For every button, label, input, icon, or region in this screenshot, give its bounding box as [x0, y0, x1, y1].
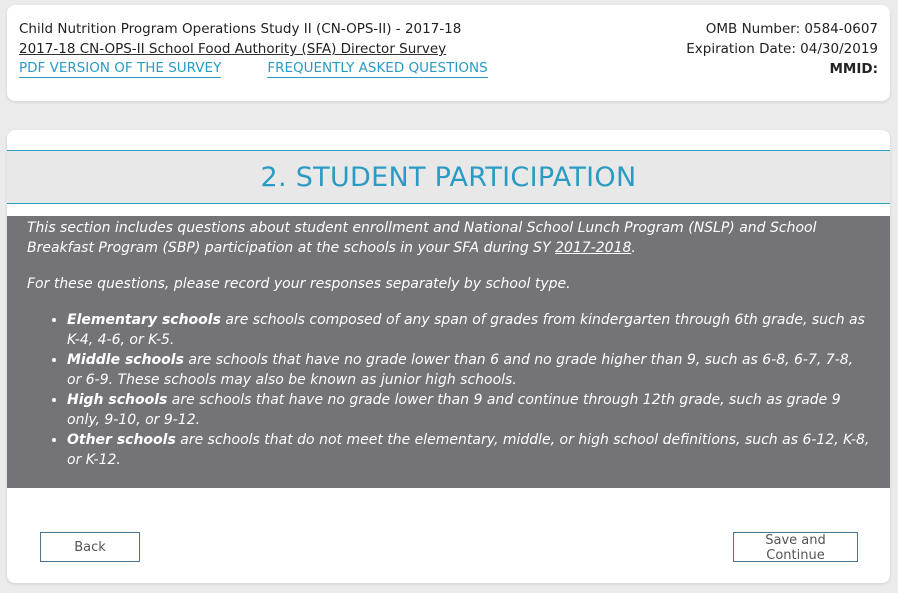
survey-header — [7, 5, 890, 101]
definition-term: Other schools — [67, 432, 176, 448]
section-header — [7, 150, 890, 204]
header-links — [19, 59, 488, 78]
definition-text: are schools that have no grade lower than 9 and continue through 12th grade, such as grade 9 only, 9-10, or 9-12. — [67, 392, 841, 428]
study-title: Child Nutrition Program Operations Study II (CN-OPS-II) - 2017-18 — [19, 21, 462, 37]
expiration-date: Expiration Date: 04/30/2019 — [686, 41, 878, 57]
definition-text: are schools that do not meet the elementary, middle, or high school definitions, such as 6-12, K-8, or K-12. — [67, 432, 870, 468]
save-and-continue-button[interactable]: Save and Continue — [733, 532, 858, 562]
definition-term: Middle schools — [67, 352, 184, 368]
header-right — [686, 19, 878, 79]
intro-paragraph — [27, 218, 870, 258]
section-card — [7, 130, 890, 583]
faq-link[interactable]: FREQUENTLY ASKED QUESTIONS — [267, 60, 488, 76]
definition-elementary — [67, 310, 870, 350]
section-title: 2. STUDENT PARTICIPATION — [260, 161, 637, 193]
definition-text: are schools composed of any span of grades from kindergarten through 6th grade, such as K-4, 4-6, or K-5. — [67, 312, 865, 348]
definition-other — [67, 430, 870, 470]
header-left — [19, 19, 461, 59]
intro-text: This section includes questions about student enrollment and National School Lunch Program (NSLP) and School Breakfast Program (SBP) participation at the schools in your SFA during SY — [27, 220, 817, 256]
school-year: 2017-2018 — [555, 240, 632, 256]
school-type-definitions — [27, 310, 870, 470]
instruction-paragraph: For these questions, please record your responses separately by school type. — [27, 276, 571, 292]
omb-number: OMB Number: 0584-0607 — [705, 21, 878, 37]
intro-end: . — [631, 240, 636, 256]
survey-title: 2017-18 CN-OPS-II School Food Authority (SFA) Director Survey — [19, 41, 447, 57]
mmid-label: MMID: — [829, 61, 878, 77]
pdf-version-link[interactable]: PDF VERSION OF THE SURVEY — [19, 60, 222, 76]
definition-term: Elementary schools — [67, 312, 221, 328]
instructions-panel — [7, 216, 890, 488]
back-button[interactable]: Back — [40, 532, 140, 562]
definition-middle — [67, 350, 870, 390]
definition-text: are schools that have no grade lower than 6 and no grade higher than 9, such as 6-8, 6-7, 7-8, or 6-9. These schools may also be known as junior high schools. — [67, 352, 854, 388]
definition-term: High schools — [67, 392, 168, 408]
definition-high — [67, 390, 870, 430]
